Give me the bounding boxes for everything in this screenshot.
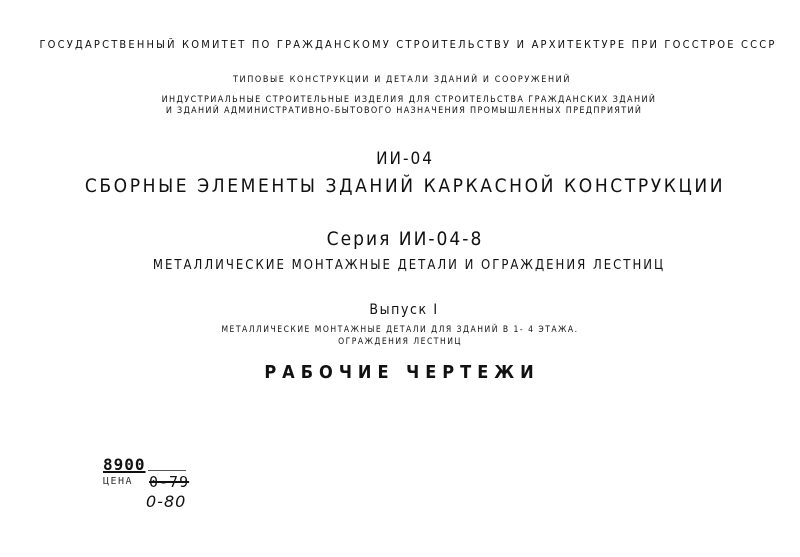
document-code: ИИ-04 xyxy=(376,149,434,169)
industrial-products-line-1: ИНДУСТРИАЛЬНЫЕ СТРОИТЕЛЬНЫЕ ИЗДЕЛИЯ ДЛЯ СТРОИТЕЛЬСТВА ГРАЖДАНСКИХ ЗДАНИЙ xyxy=(161,95,657,105)
working-drawings-heading: РАБОЧИЕ ЧЕРТЕЖИ xyxy=(264,362,540,383)
main-title: СБОРНЫЕ ЭЛЕМЕНТЫ ЗДАНИЙ КАРКАСНОЙ КОНСТРУКЦИИ xyxy=(84,175,726,197)
stamp-divider xyxy=(148,470,186,471)
stamp-number: 8900 xyxy=(103,455,146,474)
price-label: ЦЕНА xyxy=(103,476,134,487)
old-price: 0-79 xyxy=(149,473,190,491)
issue-description-line-2: ОГРАЖДЕНИЯ ЛЕСТНИЦ xyxy=(338,337,462,347)
industrial-products-line-2: И ЗДАНИЙ АДМИНИСТРАТИВНО-БЫТОВОГО НАЗНАЧЕНИЯ ПРОМЫШЛЕННЫХ ПРЕДПРИЯТИЙ xyxy=(165,106,643,116)
committee-heading: ГОСУДАРСТВЕННЫЙ КОМИТЕТ ПО ГРАЖДАНСКОМУ СТРОИТЕЛЬСТВУ И АРХИТЕКТУРЕ ПРИ ГОССТРОЕ СССР xyxy=(39,38,777,51)
issue-label: Выпуск I xyxy=(369,302,439,318)
new-price: 0-80 xyxy=(146,492,187,511)
issue-description-line-1: МЕТАЛЛИЧЕСКИЕ МОНТАЖНЫЕ ДЕТАЛИ ДЛЯ ЗДАНИЙ В 1- 4 ЭТАЖА. xyxy=(221,325,579,335)
series-title: Серия ИИ-04-8 xyxy=(326,228,484,250)
series-subtitle: МЕТАЛЛИЧЕСКИЕ МОНТАЖНЫЕ ДЕТАЛИ И ОГРАЖДЕНИЯ ЛЕСТНИЦ xyxy=(152,258,666,273)
typical-constructions-line: ТИПОВЫЕ КОНСТРУКЦИИ И ДЕТАЛИ ЗДАНИЙ И СООРУЖЕНИЙ xyxy=(233,75,571,85)
